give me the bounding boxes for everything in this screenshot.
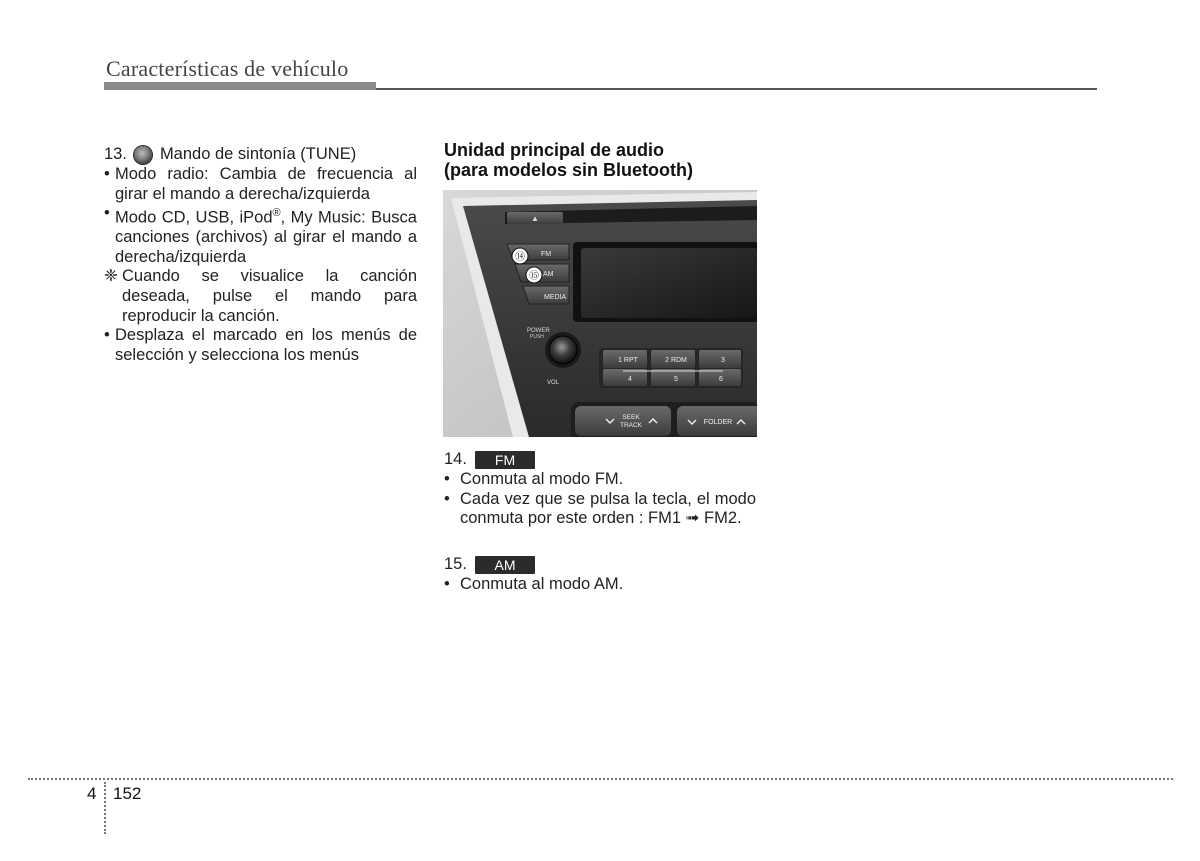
callout-14: ⑭ <box>515 252 525 263</box>
item-13-heading <box>104 145 417 165</box>
audio-unit-figure <box>443 190 757 437</box>
preset-5-button <box>651 369 695 386</box>
volume-knob <box>549 336 577 364</box>
section-title <box>444 140 764 180</box>
preset-1-label: 1 RPT <box>618 357 638 364</box>
preset-2-label: 2 RDM <box>665 357 687 364</box>
eject-icon: ▲ <box>531 214 539 223</box>
preset-5-label: 5 <box>674 376 678 383</box>
preset-3-button <box>699 350 741 368</box>
preset-4-label: 4 <box>628 376 632 383</box>
bullet-text <box>115 204 417 267</box>
bullet-text-prefix: Modo CD, USB, iPod <box>115 208 273 227</box>
page-number: 152 <box>113 784 142 803</box>
footer-dotted-divider <box>104 782 106 834</box>
bullet-text: Conmuta al modo FM. <box>460 470 624 488</box>
registered-mark: ® <box>272 207 281 220</box>
header-rule-thick <box>104 82 376 90</box>
footer-dotted-rule <box>28 778 1173 780</box>
bullet-text-suffix: , My Music: Busca canciones (archivos) al girar el mando a derecha/izquierda <box>115 208 417 266</box>
am-badge: AM <box>475 556 535 574</box>
bullet-mark: • <box>444 470 450 488</box>
bullet-text: Conmuta al modo AM. <box>460 574 624 593</box>
media-button-label: MEDIA <box>544 294 567 301</box>
audio-unit-illustration <box>443 190 757 437</box>
tune-bullet-media <box>104 204 417 267</box>
bullet-mark: • <box>104 165 110 183</box>
preset-3-label: 3 <box>721 357 725 364</box>
fm-bullet-1 <box>444 470 756 490</box>
am-bullet-1 <box>444 575 756 595</box>
item-15-heading <box>444 555 756 575</box>
bullet-mark: • <box>444 489 450 508</box>
fm-button-label: FM <box>541 251 552 258</box>
bullet-text: Modo radio: Cambia de frecuencia al girar el mando a derecha/izquierda <box>115 165 417 203</box>
fm-bullet-2 <box>444 490 756 529</box>
page-header-title: Características de vehículo <box>106 56 349 81</box>
fm-badge: FM <box>475 451 535 469</box>
section-title-line1: Unidad principal de audio <box>444 140 665 160</box>
display-screen <box>581 248 757 318</box>
middle-column <box>444 448 756 594</box>
vol-label: VOL <box>547 380 560 386</box>
left-column <box>104 145 417 365</box>
item-14-heading <box>444 450 756 470</box>
tune-knob-icon <box>134 146 152 164</box>
am-button-label: AM <box>543 271 554 278</box>
section-title-line2: (para modelos sin Bluetooth) <box>444 160 694 180</box>
note-text: Cuando se visualice la canción deseada, pulse el mando para reproducir la canción. <box>122 267 417 325</box>
seek-label: SEEK <box>622 414 640 421</box>
item-13-number: 13. <box>104 145 127 164</box>
item-15-number: 15. <box>444 554 467 573</box>
seek-track-button <box>575 406 671 436</box>
folder-label: FOLDER <box>703 419 733 426</box>
preset-6-label: 6 <box>719 376 723 383</box>
header-rule-thin <box>376 88 1097 90</box>
bullet-mark: • <box>444 574 450 593</box>
track-label: TRACK <box>619 422 643 429</box>
tune-note <box>104 267 417 326</box>
note-mark-icon: ❈ <box>104 267 118 286</box>
tune-bullet-menu <box>104 326 417 365</box>
bullet-mark: • <box>104 204 110 223</box>
tune-bullet-radio <box>104 165 417 204</box>
preset-4-button <box>603 369 647 386</box>
chapter-number: 4 <box>87 784 97 803</box>
item-14-number: 14. <box>444 450 467 469</box>
bullet-text: Desplaza el marcado en los menús de selección y selecciona los menús <box>115 326 417 364</box>
push-label: PUSH <box>530 334 544 340</box>
item-13-label: Mando de sintonía (TUNE) <box>159 145 357 164</box>
bullet-text: Cada vez que se pulsa la tecla, el modo conmuta por este orden : FM1 ➟ FM2. <box>460 489 756 528</box>
bullet-mark: • <box>104 326 110 345</box>
power-label: POWER <box>527 328 550 334</box>
callout-15: ⑮ <box>529 271 539 282</box>
